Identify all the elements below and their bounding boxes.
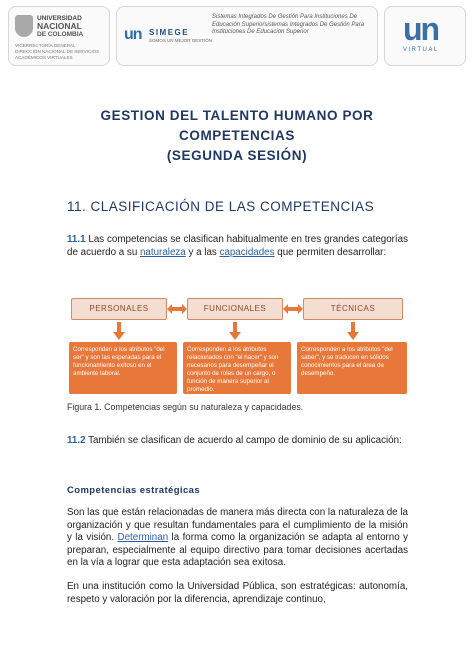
double-arrow-icon xyxy=(167,304,187,314)
paragraph-11-2 xyxy=(67,435,408,448)
un-virtual-logo-box xyxy=(384,6,466,66)
category-box-funcionales: FUNCIONALES xyxy=(187,298,283,320)
page-header xyxy=(8,6,466,68)
down-arrow-icon xyxy=(229,322,241,340)
unal-logo-box xyxy=(8,6,110,66)
competencies-figure xyxy=(67,295,407,397)
paragraph-text: que permiten desarrollar: xyxy=(274,246,387,258)
keyword-naturaleza: naturaleza xyxy=(139,246,186,258)
page-title-line2: COMPETENCIAS xyxy=(179,128,295,143)
un-virtual-logo: un xyxy=(403,11,439,47)
unal-sub-line: VICERRECTORÍA GENERAL xyxy=(15,43,76,48)
unal-name-line1: UNIVERSIDAD xyxy=(37,15,82,22)
paragraph-number: 11.1 xyxy=(67,234,86,245)
unal-name-line2: NACIONAL xyxy=(37,21,82,31)
page-title-line1: GESTION DEL TALENTO HUMANO POR xyxy=(100,108,374,123)
double-arrow-icon xyxy=(283,304,303,314)
description-box-tecnicas: Corresponden a los atributos "del saber", y se traducen en sólidos conocimientos para el área de desempeño. xyxy=(297,342,407,394)
page-title-line3: (SEGUNDA SESIÓN) xyxy=(166,148,308,163)
paragraph-text: También se clasifican de acuerdo al campo de dominio de su aplicación: xyxy=(85,435,402,446)
paragraph-text: la forma como la organización se adapta al entorno y preparan, especialmente al equipo directivo para tomar decisiones acertadas en la vía a lograr que esta adaptación sea exitosa. xyxy=(67,532,408,568)
paragraph-text: y a las xyxy=(185,246,220,258)
figure-caption: Figura 1. Competencias según su naturaleza y capacidades. xyxy=(67,402,304,412)
simege-description: Sistemas Integrados De Gestión Para Instituciones De Educación Superiorsistemas Integrados De Gestión Para Instituciones De Educacion Superior xyxy=(212,14,365,35)
un-virtual-text: VIRTUAL xyxy=(403,47,439,53)
paragraph-estrategicas xyxy=(67,507,408,570)
section-heading: 11. CLASIFICACIÓN DE LAS COMPETENCIAS xyxy=(67,199,375,214)
simege-tagline: SOMOS UN MEJOR GESTIÓN xyxy=(149,38,213,43)
description-box-funcionales: Corresponden a los atributos relacionados con "el hacer" y son necesarios para desempeñar el conjunto de roles de un cargo, o función de manera superior al promedio. xyxy=(183,342,291,394)
paragraph-universidad: En una institución como la Universidad Pública, son estratégicas: autonomía, respeto y valoración por la diferencia, aprendizaje continuo, xyxy=(67,581,408,605)
keyword-determinan: Determinan xyxy=(117,532,169,543)
paragraph-number: 11.2 xyxy=(67,435,86,446)
down-arrow-icon xyxy=(347,322,359,340)
unal-sub-line: ACADÉMICOS VIRTUALES xyxy=(15,55,73,60)
category-box-tecnicas: TÉCNICAS xyxy=(303,298,403,320)
paragraph-text: Las competencias se clasifican habitualmente en tres grandes categorías de acuerdo a su xyxy=(67,234,408,258)
simege-name: SIMEGE xyxy=(149,28,190,37)
unal-sub-line: DIRECCIÓN NACIONAL DE SERVICIOS xyxy=(15,49,100,54)
description-box-personales: Corresponden a los atributos "del ser" y son las esperadas para el funcionamiento exitoso en el ambiente laboral. xyxy=(69,342,177,394)
unal-name-line3: DE COLOMBIA xyxy=(37,31,84,38)
paragraph-11-1 xyxy=(67,234,408,259)
category-box-personales: PERSONALES xyxy=(71,298,167,320)
simege-logo-box xyxy=(116,6,378,66)
down-arrow-icon xyxy=(113,322,125,340)
keyword-capacidades: capacidades xyxy=(219,246,275,258)
simege-un-logo: un xyxy=(124,26,142,43)
unal-shield-icon xyxy=(15,15,33,37)
subheading-competencias-estrategicas: Competencias estratégicas xyxy=(67,485,201,496)
paragraph-text: Son las que están relacionadas de manera más directa con la naturaleza de la organización y que resultan fundamentales para el cumplimiento de la misión y la visión. xyxy=(67,507,408,543)
